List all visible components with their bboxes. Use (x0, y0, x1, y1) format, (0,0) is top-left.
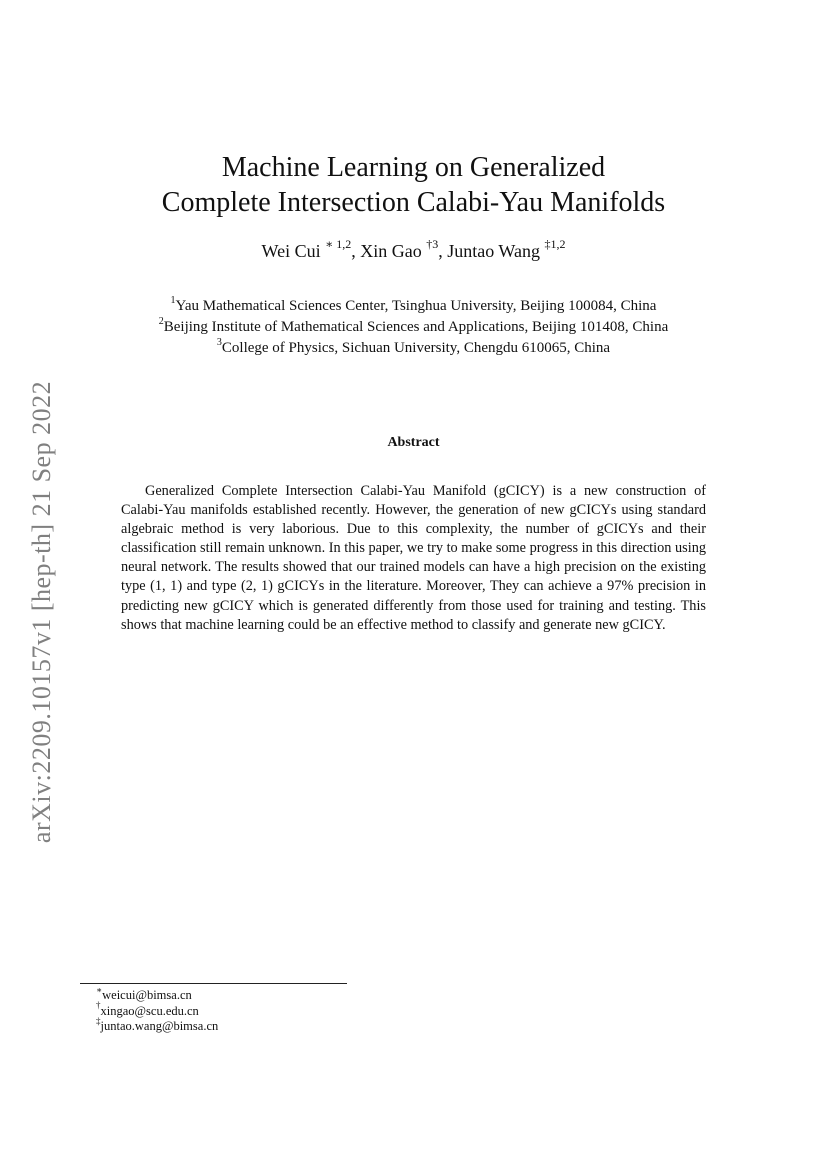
affiliation-index: 1 (170, 295, 176, 306)
footnote-mark: ‡ (96, 1015, 101, 1026)
footnote-mark: ∗ (96, 984, 103, 995)
affiliation-index: 2 (158, 316, 164, 327)
affiliation-line (0, 317, 827, 338)
author-affiliation-marks: ∗ 1,2 (325, 237, 352, 251)
footnote-item (96, 1015, 219, 1035)
affiliation-text: College of Physics, Sichuan University, Chengdu 610065, China (221, 340, 611, 356)
footnote-divider (80, 983, 347, 984)
author-affiliation-marks: ‡1,2 (544, 237, 566, 251)
title-line-1: Machine Learning on Generalized (221, 152, 606, 183)
footnote-list (96, 984, 219, 1035)
author-name: Xin Gao (360, 241, 422, 261)
footnote-email: xingao@scu.edu.cn (100, 1003, 199, 1018)
author-name: Wei Cui (261, 241, 321, 261)
footnote-email: juntao.wang@bimsa.cn (100, 1019, 219, 1033)
affiliation-line (0, 338, 827, 359)
affiliation-line (0, 296, 827, 317)
affiliation-index: 3 (216, 337, 222, 348)
author-affiliation-marks: †3 (426, 237, 439, 251)
arxiv-identifier-stamp: arXiv:2209.10157v1 [hep-th] 21 Sep 2022 (27, 380, 56, 844)
title-line-2: Complete Intersection Calabi-Yau Manifolds (161, 187, 666, 218)
footnote-mark: † (96, 1000, 101, 1011)
abstract-heading: Abstract (387, 435, 440, 450)
footnote-item (96, 1000, 218, 1020)
footnote-item (96, 984, 218, 1004)
footnote-email: weicui@bimsa.cn (102, 988, 192, 1002)
author-list: Wei Cui $^{∗ 1,2}$, Xin Gao $^{\dagger 3}$, Juntao Wang $^{\ddagger 1,2}$ (261, 237, 566, 261)
author-name: Juntao Wang (447, 241, 540, 261)
abstract-body: Generalized Complete Intersection Calabi-Yau Manifold (gCICY) is a new construction of Calabi-Yau manifolds established recently. However, the generation of new gCICYs using standard algebraic method is very laborious. Due to this complexity, the number of gCICYs and their classification still remain unknown. In this paper, we try to make some progress in this direction using neural network. The results showed that our trained models can have a high precision on the existing type (1, 1) and type (2, 1) gCICYs in the literature. Moreover, They can achieve a 97% precision in predicting new gCICY which is generated differently from those used for training and testing. This shows that machine learning could be an effective method to classify and generate new gCICY. (121, 483, 706, 633)
affiliation-text: Beijing Institute of Mathematical Sciences and Applications, Beijing 101408, China (163, 319, 669, 335)
paper-title (0, 150, 827, 220)
affiliation-list (0, 296, 827, 359)
affiliation-text: Yau Mathematical Sciences Center, Tsinghua University, Beijing 100084, China (175, 298, 657, 314)
